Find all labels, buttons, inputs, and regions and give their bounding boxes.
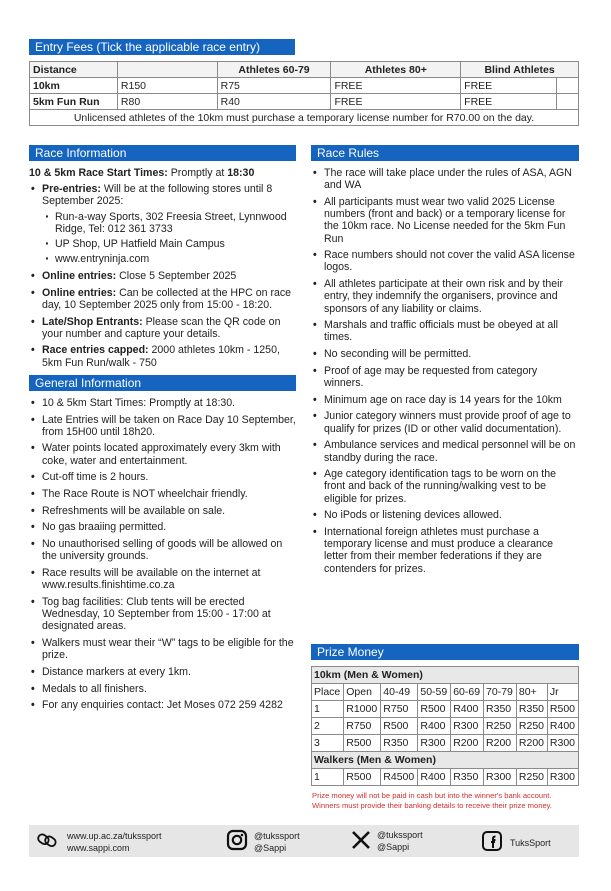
prize-header-cell: Place (312, 684, 344, 701)
list-item: • No gas braaiing permitted. (29, 521, 296, 533)
x-handle-1[interactable]: @tukssport (377, 830, 423, 840)
prize-cell: R350 (451, 769, 484, 786)
prize-cell: R350 (484, 701, 517, 718)
list-item: • Medals to all finishers. (29, 683, 296, 695)
prize-cell: R250 (516, 769, 547, 786)
list-item: • No seconding will be permitted. (311, 348, 579, 360)
prize-cell: R1000 (344, 701, 381, 718)
list-item: • Walkers must wear their “W” tags to be eligible for the prize. (29, 637, 296, 661)
prize-cell: 3 (312, 735, 344, 752)
list-item: • Race numbers should not cover the valid ASA license logos. (311, 249, 579, 273)
list-item: • Age category identification tags to be worn on the front and back of the running/walking vest to be eligible for prizes. (311, 468, 579, 505)
fee-10km-60-79: R75 (217, 78, 331, 94)
start-times-value: 18:30 (227, 167, 255, 179)
fee-5km-standard: R80 (117, 94, 217, 110)
online-entries-text: Close 5 September 2025 (116, 269, 237, 282)
entry-fees-table (29, 61, 579, 126)
list-item: • 10 & 5km Start Times: Promptly at 18:30. (29, 397, 296, 409)
instagram-handle-2[interactable]: @Sappi (254, 842, 287, 853)
list-item: • The Race Route is NOT wheelchair friendly. (29, 488, 296, 500)
prize-cell: R500 (418, 701, 451, 718)
footer-instagram (226, 829, 300, 854)
list-item: • Refreshments will be available on sale. (29, 505, 296, 517)
list-item: • Proof of age may be requested from category winners. (311, 365, 579, 389)
prize-header-cell: 60-69 (451, 684, 484, 701)
prize-money-title: Prize Money (311, 644, 579, 660)
stores-list (42, 211, 296, 266)
list-item: • Water points located approximately every 3km with coke, water and entertainment. (29, 442, 296, 466)
prize-cell: R400 (418, 769, 451, 786)
general-information-list (29, 397, 296, 712)
fee-10km-standard: R150 (117, 78, 217, 94)
prize-cell: R300 (451, 718, 484, 735)
list-item (29, 344, 296, 368)
prize-cell: R750 (344, 718, 381, 735)
prize-cell: R200 (516, 735, 547, 752)
fee-5km-60-79: R40 (217, 94, 331, 110)
prize-cell: R200 (451, 735, 484, 752)
fee-5km-tick-box[interactable] (557, 94, 579, 110)
prize-note-line-1: Prize money will not be paid in cash but into the winner's bank account. (312, 791, 552, 800)
footer-facebook (482, 831, 551, 854)
list-item: · UP Shop, UP Hatfield Main Campus (42, 238, 296, 250)
online-entries-collect-label: Online entries: (42, 286, 117, 299)
fee-10km-tick-box[interactable] (557, 78, 579, 94)
entries-capped-label: Race entries capped: (42, 344, 149, 357)
prize-cell: R300 (547, 769, 578, 786)
entry-fees-title: Entry Fees (Tick the applicable race entry) (29, 39, 295, 55)
race-information-list (29, 183, 296, 369)
list-item: • Race results will be available on the internet at www.results.finishtime.co.za (29, 567, 296, 591)
prize-header-cell: 80+ (516, 684, 547, 701)
list-item (29, 183, 296, 265)
list-item: • International foreign athletes must purchase a temporary license and must produce a clearance letter from their member federations if they are contenders for prizes. (311, 526, 579, 575)
list-item: • The race will take place under the rules of ASA, AGN and WA (311, 167, 579, 191)
fee-5km-80plus: FREE (331, 94, 461, 110)
list-item: • For any enquiries contact: Jet Moses 072 259 4282 (29, 699, 296, 711)
prize-cell: R400 (547, 718, 578, 735)
list-item: • Junior category winners must provide proof of age to qualify for prizes (ID or other valid documentation). (311, 410, 579, 434)
prize-header-cell: 70-79 (484, 684, 517, 701)
prize-note-line-2: Winners must provide their banking details to receive their prize money. (312, 801, 553, 810)
list-item: • Late Entries will be taken on Race Day 10 September, from 15H00 until 18h20. (29, 414, 296, 438)
list-item (29, 270, 296, 282)
x-icon (351, 830, 371, 853)
footer-x (351, 829, 423, 853)
prize-cell: R300 (547, 735, 578, 752)
race-rules-title: Race Rules (311, 145, 579, 161)
x-handle-2[interactable]: @Sappi (377, 842, 410, 852)
prize-cell: R400 (418, 718, 451, 735)
prize-money-table (311, 666, 579, 786)
prize-cell: R500 (344, 735, 381, 752)
race-rules-list (311, 167, 579, 575)
prize-cell: R500 (381, 718, 418, 735)
right-column (311, 145, 579, 579)
left-column (29, 145, 296, 716)
prize-cell: 1 (312, 769, 344, 786)
list-item (29, 316, 296, 340)
prize-cell: R500 (344, 769, 381, 786)
list-item: • No iPods or listening devices allowed. (311, 509, 579, 521)
prize-header-cell: Jr (547, 684, 578, 701)
fee-5km-blind: FREE (461, 94, 557, 110)
fee-header-distance: Distance (30, 62, 118, 78)
prize-cell: R250 (516, 718, 547, 735)
link-icon (35, 829, 59, 854)
prize-cell: R350 (516, 701, 547, 718)
start-times-line (29, 167, 296, 179)
pre-entries-label: Pre-entries: (42, 183, 101, 196)
prize-cell: 2 (312, 718, 344, 735)
prize-cell: R500 (547, 701, 578, 718)
late-entrants-label: Late/Shop Entrants: (42, 315, 143, 328)
general-information-title: General Information (29, 375, 296, 391)
website-link-2[interactable]: www.sappi.com (67, 842, 130, 853)
facebook-icon (482, 831, 502, 854)
prize-cell: R750 (381, 701, 418, 718)
prize-cell: R300 (484, 769, 517, 786)
fee-10km-blind: FREE (461, 78, 557, 94)
prize-cell: R4500 (381, 769, 418, 786)
footer-bar (29, 825, 579, 857)
fee-header-80plus: Athletes 80+ (331, 62, 461, 78)
prize-section-10km: 10km (Men & Women) (312, 667, 579, 684)
list-item: • Ambulance services and medical personnel will be on standby during the race. (311, 439, 579, 463)
instagram-handle-1[interactable]: @tukssport (254, 830, 300, 841)
list-item: • Minimum age on race day is 14 years for the 10km (311, 394, 579, 406)
fee-header-60-79: Athletes 60-79 (217, 62, 331, 78)
fee-distance-10km: 10km (30, 78, 118, 94)
prize-header-cell: 50-59 (418, 684, 451, 701)
prize-cell: R250 (484, 718, 517, 735)
prize-section-walkers: Walkers (Men & Women) (312, 752, 579, 769)
prize-header-cell: Open (344, 684, 381, 701)
race-information-title: Race Information (29, 145, 296, 161)
fee-header-blind: Blind Athletes (461, 62, 579, 78)
list-item: • All participants must wear two valid 2025 License numbers (front and back) or a temporary license for the 10km race. No License needed for the 5km Fun Run (311, 196, 579, 245)
prize-cell: R200 (484, 735, 517, 752)
fee-distance-5km: 5km Fun Run (30, 94, 118, 110)
facebook-handle[interactable]: TuksSport (510, 837, 551, 848)
list-item: • Distance markers at every 1km. (29, 666, 296, 678)
prize-cell: R300 (418, 735, 451, 752)
footer-websites (35, 829, 162, 854)
list-item: · www.entryninja.com (42, 253, 296, 265)
prize-cell: 1 (312, 701, 344, 718)
list-item: • All athletes participate at their own risk and by their entry, they indemnify the organisers, province and sponsors of any liability or claims. (311, 278, 579, 315)
list-item: • Cut-off time is 2 hours. (29, 471, 296, 483)
list-item: • Tog bag facilities: Club tents will be erected Wednesday, 10 September from 15:00 - 17:00 at designated areas. (29, 596, 296, 633)
license-note: Unlicensed athletes of the 10km must purchase a temporary license number for R70.00 on the day. (30, 110, 579, 126)
late-entrants-text: Please scan the QR code on your number and capture your details. (42, 315, 281, 340)
start-times-text: Promptly at (167, 167, 228, 179)
online-entries-collect-text: Can be collected at the HPC on race day, 10 September 2025 only from 15:00 - 18:20. (42, 286, 292, 311)
prize-cell: R350 (381, 735, 418, 752)
list-item (29, 287, 296, 311)
start-times-label: 10 & 5km Race Start Times: (29, 167, 168, 179)
pre-entries-text: Will be at the following stores until 8 September 2025: (42, 183, 273, 208)
list-item: • No unauthorised selling of goods will be allowed on the university grounds. (29, 538, 296, 562)
website-link-1[interactable]: www.up.ac.za/tukssport (67, 830, 162, 841)
prize-note (312, 791, 580, 811)
instagram-icon (226, 829, 248, 854)
fee-10km-80plus: FREE (331, 78, 461, 94)
fee-header-standard (117, 62, 217, 78)
list-item: · Run-a-way Sports, 302 Freesia Street, Lynnwood Ridge, Tel: 012 361 3733 (42, 211, 296, 235)
prize-header-cell: 40-49 (381, 684, 418, 701)
prize-cell: R400 (451, 701, 484, 718)
list-item: • Marshals and traffic officials must be obeyed at all times. (311, 319, 579, 343)
online-entries-label: Online entries: (42, 269, 117, 282)
entries-capped-text: 2000 athletes 10km - 1250, 5km Fun Run/walk - 750 (42, 344, 280, 369)
